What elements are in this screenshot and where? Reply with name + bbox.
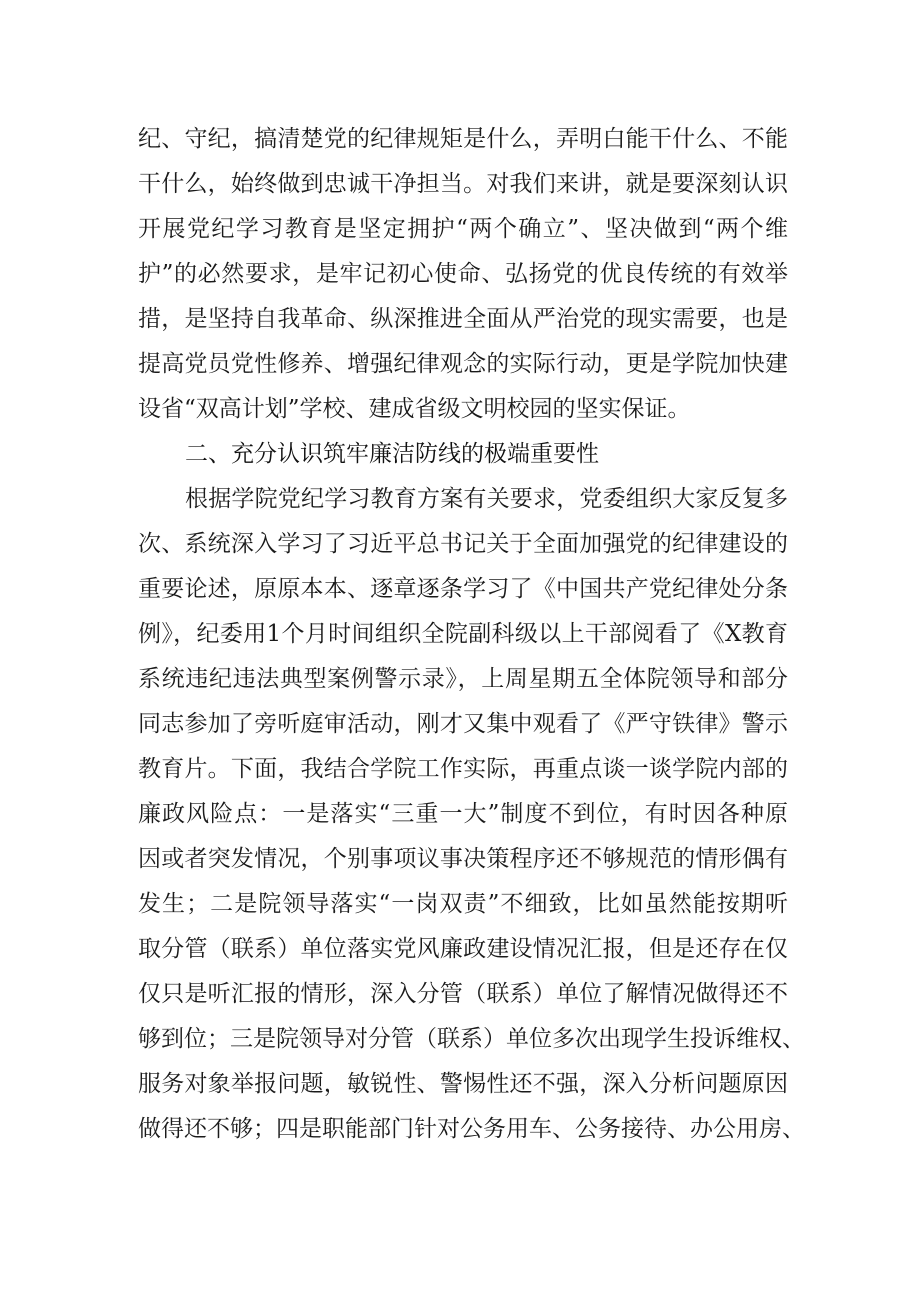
text-line: 重要论述，原原本本、逐章逐条学习了《中国共产党纪律处分条 [138, 576, 788, 602]
text-line: 做得还不够；四是职能部门针对公务用车、公务接待、办公用房、 [138, 1116, 805, 1142]
text-line: 廉政风险点：一是落实“三重一大”制度不到位，有时因各种原 [138, 801, 788, 827]
paragraph-2 [138, 477, 805, 1152]
text-line: 干什么，始终做到忠诚干净担当。对我们来讲，就是要深刻认识 [138, 171, 788, 197]
text-line: 因或者突发情况，个别事项议事决策程序还不够规范的情形偶有 [138, 846, 788, 872]
text-line: 例》，纪委用1个月时间组织全院副科级以上干部阅看了《X教育 [138, 621, 788, 647]
text-line: 发生；二是院领导落实“一岗双责”不细致，比如虽然能按期听 [138, 891, 788, 917]
text-line: 措，是坚持自我革命、纵深推进全面从严治党的现实需要，也是 [138, 306, 788, 332]
text-line: 系统违纪违法典型案例警示录》，上周星期五全体院领导和部分 [138, 666, 788, 692]
text-line: 提高党员党性修养、增强纪律观念的实际行动，更是学院加快建 [138, 351, 788, 377]
text-line: 取分管（联系）单位落实党风廉政建设情况汇报，但是还存在仅 [138, 936, 788, 962]
text-line: 次、系统深入学习了习近平总书记关于全面加强党的纪律建设的 [138, 531, 788, 557]
text-line: 仅只是听汇报的情形，深入分管（联系）单位了解情况做得还不 [138, 981, 788, 1007]
text-line: 设省“双高计划”学校、建成省级文明校园的坚实保证。 [138, 396, 691, 422]
section-heading: 二、充分认识筑牢廉洁防线的极端重要性 [185, 441, 599, 467]
text-line: 开展党纪学习教育是坚定拥护“两个确立”、坚决做到“两个维 [138, 216, 788, 242]
text-line: 同志参加了旁听庭审活动，刚才又集中观看了《严守铁律》警示 [138, 711, 788, 737]
text-line: 纪、守纪，搞清楚党的纪律规矩是什么，弄明白能干什么、不能 [138, 126, 788, 152]
text-line: 根据学院党纪学习教育方案有关要求，党委组织大家反复多 [185, 486, 788, 512]
paragraph-1 [138, 117, 788, 432]
text-line: 教育片。下面，我结合学院工作实际，再重点谈一谈学院内部的 [138, 756, 788, 782]
document-body [138, 117, 805, 1152]
text-line: 服务对象举报问题，敏锐性、警惕性还不强，深入分析问题原因 [138, 1071, 788, 1097]
text-line: 够到位；三是院领导对分管（联系）单位多次出现学生投诉维权、 [138, 1026, 805, 1052]
text-line: 护”的必然要求，是牢记初心使命、弘扬党的优良传统的有效举 [138, 261, 788, 287]
